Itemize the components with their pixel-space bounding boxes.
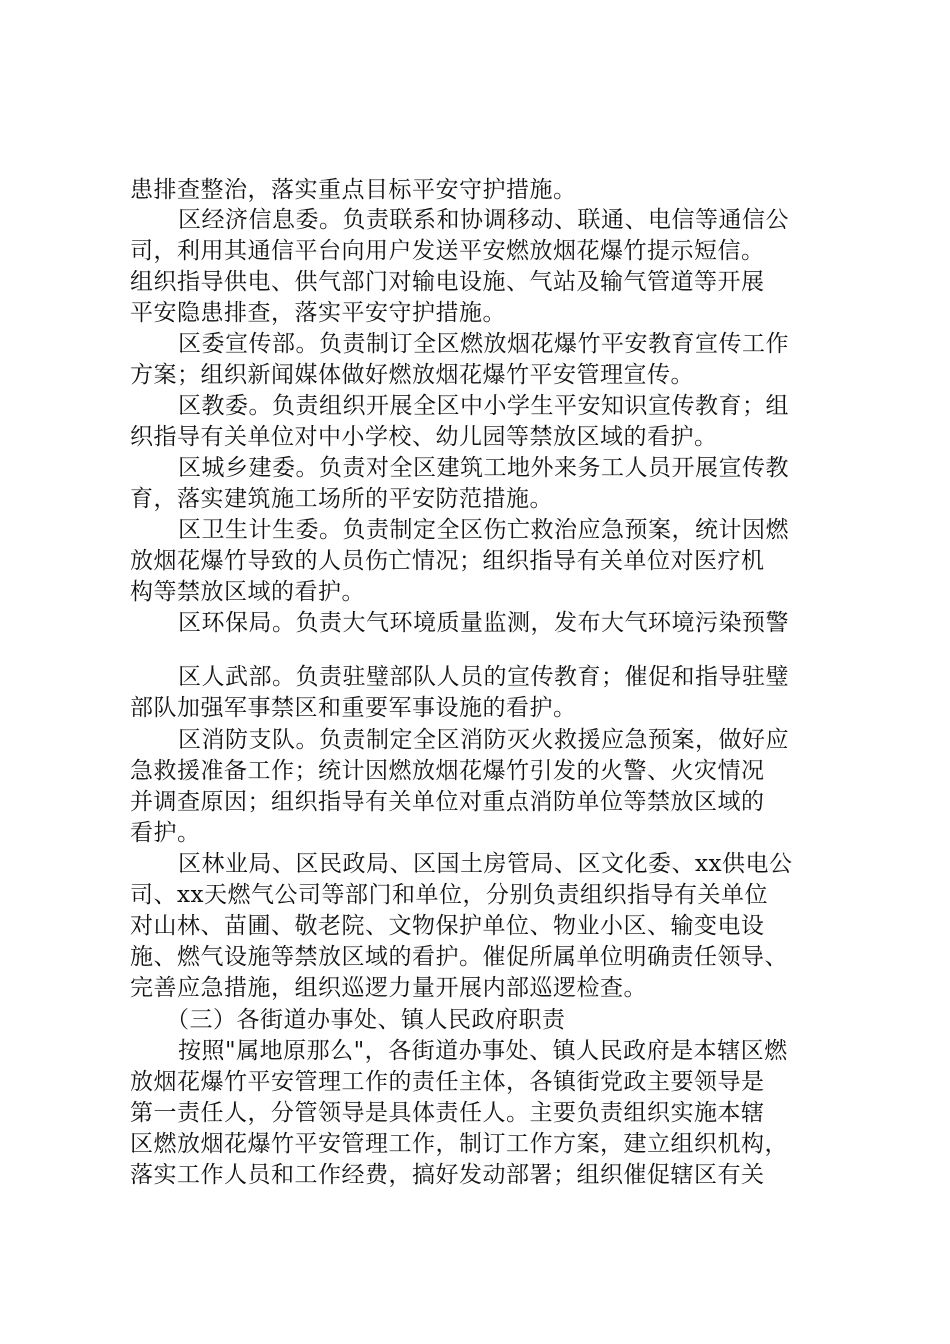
text-line: 患排查整治，落实重点目标平安守护措施。	[130, 177, 577, 203]
text-line: 区林业局、区民政局、区国土房管局、区文化委、xx供电公	[178, 851, 793, 877]
text-line: 看护。	[130, 820, 201, 846]
text-line: 落实工作人员和工作经费，搞好发动部署；组织催促辖区有关	[130, 1162, 765, 1188]
text-line: 司、xx天燃气公司等部门和单位，分别负责组织指导有关单位	[130, 882, 768, 908]
text-line: 区燃放烟花爆竹平安管理工作，制订工作方案，建立组织机构，	[130, 1131, 788, 1157]
text-line: 并调查原因；组织指导有关单位对重点消防单位等禁放区域的	[130, 789, 765, 815]
text-line: 育，落实建筑施工场所的平安防范措施。	[130, 486, 553, 512]
text-line: 按照"属地原那么"，各街道办事处、镇人民政府是本辖区燃	[178, 1038, 788, 1064]
text-line: 部队加强军事禁区和重要军事设施的看护。	[130, 695, 577, 721]
text-line: 区消防支队。负责制定全区消防灭火救援应急预案，做好应	[178, 727, 789, 753]
text-line: 区卫生计生委。负责制定全区伤亡救治应急预案，统计因燃	[178, 517, 789, 543]
text-line: 司，利用其通信平台向用户发送平安燃放烟花爆竹提示短信。	[130, 238, 765, 264]
text-line: 区经济信息委。负责联系和协调移动、联通、电信等通信公	[178, 207, 789, 233]
text-line: 组织指导供电、供气部门对输电设施、气站及输气管道等开展	[130, 269, 765, 295]
text-line: 区人武部。负责驻璧部队人员的宣传教育；催促和指导驻璧	[178, 664, 789, 690]
text-line: 对山林、苗圃、敬老院、文物保护单位、物业小区、输变电设	[130, 913, 765, 939]
text-line: 放烟花爆竹平安管理工作的责任主体，各镇街党政主要领导是	[130, 1069, 765, 1095]
text-line: 完善应急措施，组织巡逻力量开展内部巡逻检查。	[130, 975, 647, 1001]
text-line: 方案；组织新闻媒体做好燃放烟花爆竹平安管理宣传。	[130, 362, 694, 388]
text-line: 区教委。负责组织开展全区中小学生平安知识宣传教育；组	[178, 393, 789, 419]
text-line: 区城乡建委。负责对全区建筑工地外来务工人员开展宣传教	[178, 455, 789, 481]
text-line: 区委宣传部。负责制订全区燃放烟花爆竹平安教育宣传工作	[178, 331, 789, 357]
section-heading: （三）各街道办事处、镇人民政府职责	[166, 1007, 566, 1033]
text-line: 第一责任人，分管领导是具体责任人。主要负责组织实施本辖	[130, 1100, 765, 1126]
text-line: 织指导有关单位对中小学校、幼儿园等禁放区域的看护。	[130, 424, 718, 450]
text-line: 施、燃气设施等禁放区域的看护。催促所属单位明确责任领导、	[130, 944, 788, 970]
text-line: 区环保局。负责大气环境质量监测，发布大气环境污染预警	[178, 610, 789, 636]
text-line: 急救援准备工作；统计因燃放烟花爆竹引发的火警、火灾情况	[130, 758, 765, 784]
text-line: 构等禁放区域的看护。	[130, 579, 365, 605]
text-line: 平安隐患排查，落实平安守护措施。	[130, 300, 506, 326]
text-line: 放烟花爆竹导致的人员伤亡情况；组织指导有关单位对医疗机	[130, 548, 765, 574]
